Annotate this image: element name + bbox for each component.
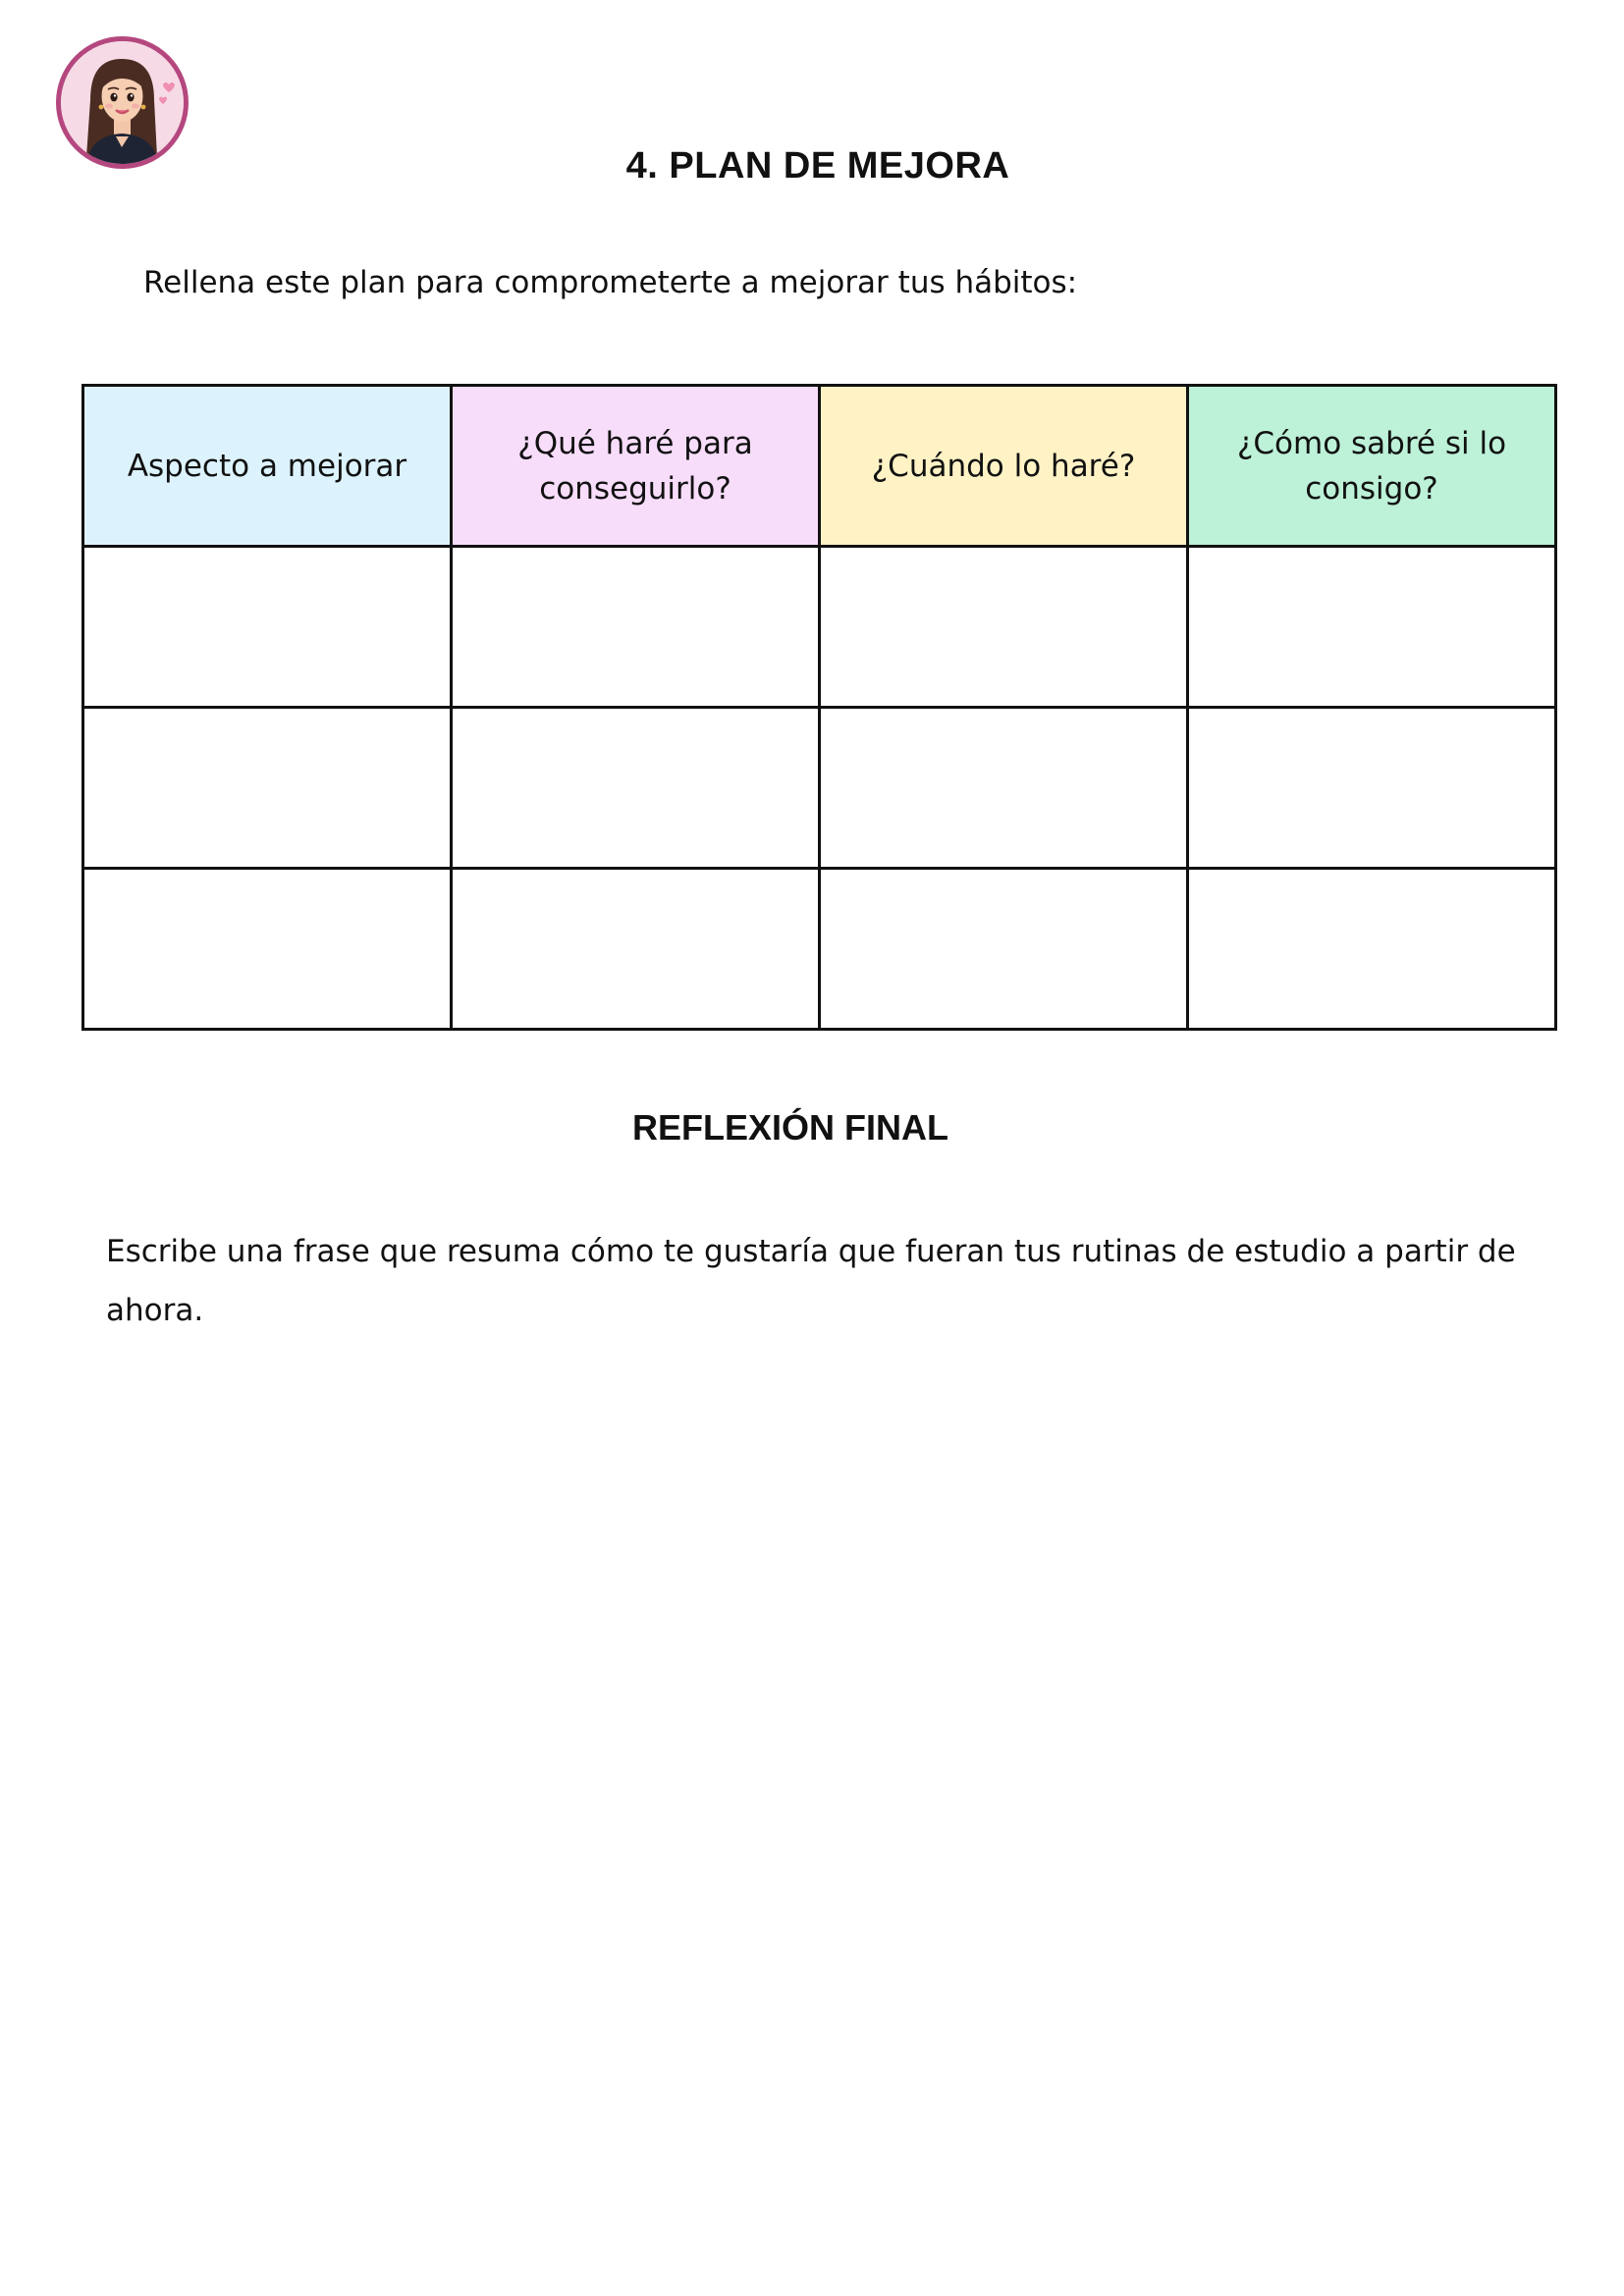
table-row: [83, 708, 1556, 869]
table-cell[interactable]: [1188, 708, 1556, 869]
table-cell[interactable]: [452, 869, 820, 1030]
header-when: ¿Cuándo lo haré?: [820, 386, 1188, 547]
table-cell[interactable]: [820, 869, 1188, 1030]
reflection-prompt: Escribe una frase que resuma cómo te gustaría que fueran tus rutinas de estudio a partir de ahora.: [106, 1234, 1516, 1328]
instruction-text: Rellena este plan para comprometerte a mejorar tus hábitos:: [143, 265, 1078, 300]
header-how-know: ¿Cómo sabré si lo consigo?: [1188, 386, 1556, 547]
table-cell[interactable]: [1188, 869, 1556, 1030]
page-title: 4. PLAN DE MEJORA: [625, 145, 1010, 187]
header-what: ¿Qué haré para conseguirlo?: [452, 386, 820, 547]
table-cell[interactable]: [83, 547, 452, 708]
table-cell[interactable]: [1188, 547, 1556, 708]
table-cell[interactable]: [83, 869, 452, 1030]
section-title: REFLEXIÓN FINAL: [632, 1107, 948, 1148]
table-cell[interactable]: [452, 708, 820, 869]
table-cell[interactable]: [83, 708, 452, 869]
table-cell[interactable]: [452, 547, 820, 708]
table-cell[interactable]: [820, 547, 1188, 708]
table-header-row: [83, 386, 1556, 547]
table-cell[interactable]: [820, 708, 1188, 869]
table-row: [83, 869, 1556, 1030]
improvement-plan-table: [81, 384, 1557, 1031]
table-row: [83, 547, 1556, 708]
header-aspect: Aspecto a mejorar: [83, 386, 452, 547]
